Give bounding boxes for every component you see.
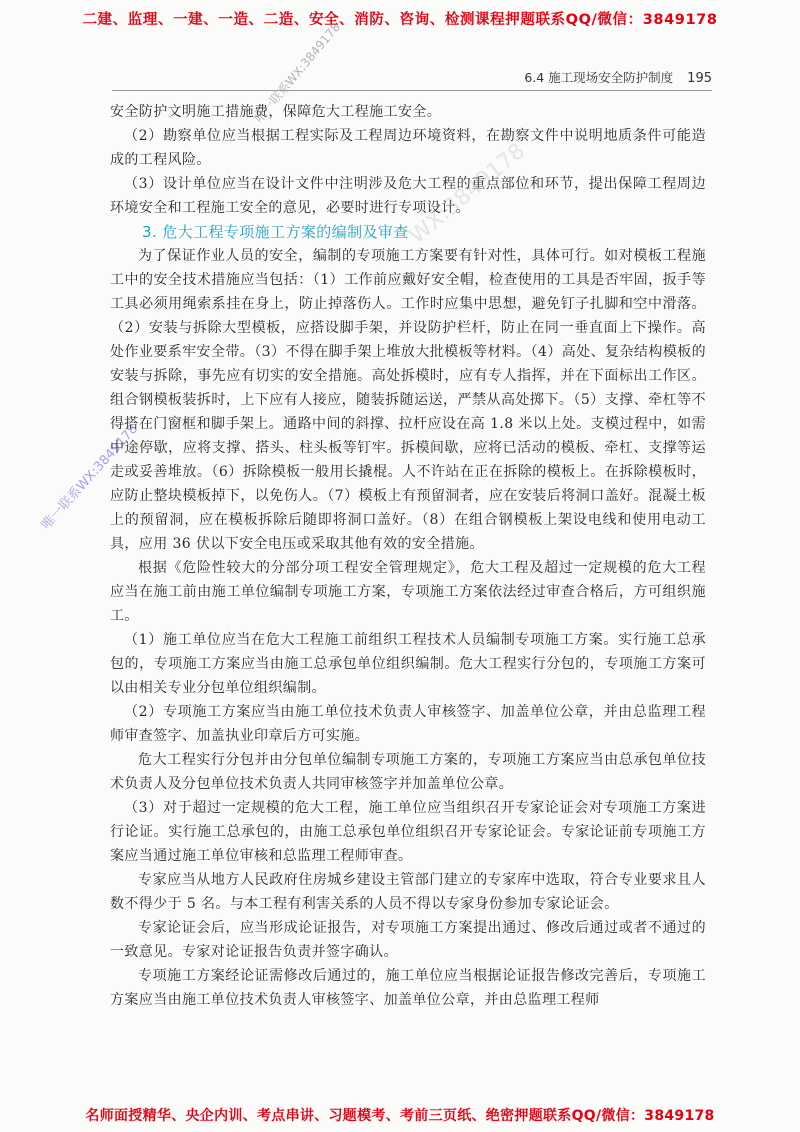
section-heading: 3. 危大工程专项施工方案的编制及审查: [142, 223, 409, 241]
paragraph-11: 专家论证会后，应当形成论证报告，对专项施工方案提出通过、修改后通过或者不通过的一致意见。专家对论证报告负责并签字确认。: [110, 920, 706, 960]
paragraph-9: （3）对于超过一定规模的危大工程，施工单位应当组织召开专家论证会对专项施工方案进行论证。实行施工总承包的，由施工总承包单位组织召开专家论证会。专家论证前专项施工方案应当通过施工单位审核和总监理工程师审查。: [110, 800, 706, 864]
paragraph-7: （2）专项施工方案应当由施工单位技术负责人审核签字、加盖单位公章，并由总监理工程师审查签字、加盖执业印章后方可实施。: [110, 704, 706, 744]
paragraph-2: （2）勘察单位应当根据工程实际及工程周边环境资料，在勘察文件中说明地质条件可能造成的工程风险。: [110, 128, 706, 168]
watermark-text-1: 唯一联系WX:3849178: [251, 20, 343, 126]
watermark-text-3: WX:3849178: [405, 138, 531, 250]
section-title: 6.4 施工现场安全防护制度: [524, 70, 674, 85]
running-header: [0, 68, 712, 86]
paragraph-1: 安全防护文明施工措施费，保障危大工程施工安全。: [110, 104, 442, 120]
paragraph-3: （3）设计单位应当在设计文件中注明涉及危大工程的重点部位和环节，提出保障工程周边环境安全和工程施工安全的意见，必要时进行专项设计。: [110, 176, 706, 216]
header-rule: [112, 90, 712, 91]
paragraph-6: （1）施工单位应当在危大工程施工前组织工程技术人员编制专项施工方案。实行施工总承包的，专项施工方案应当由施工总承包单位组织编制。危大工程实行分包的，专项施工方案可以由相关专业分包单位组织编制。: [110, 632, 706, 696]
bottom-ad-banner: 名师面授精华、央企内训、考点串讲、习题模考、考前三页纸、绝密押题联系QQ/微信：3849178: [85, 1108, 715, 1124]
page-body: [110, 100, 706, 1012]
page-number: 195: [687, 71, 712, 86]
paragraph-10: 专家应当从地方人民政府住房城乡建设主管部门建立的专家库中选取，符合专业要求且人数不得少于 5 名。与本工程有利害关系的人员不得以专家身份参加专家论证会。: [110, 872, 706, 912]
paragraph-5: 根据《危险性较大的分部分项工程安全管理规定》，危大工程及超过一定规模的危大工程应当在施工前由施工单位编制专项施工方案，专项施工方案依法经过审查合格后，方可组织施工。: [110, 560, 706, 624]
paragraph-12: 专项施工方案经论证需修改后通过的，施工单位应当根据论证报告修改完善后，专项施工方案应当由施工单位技术负责人审核签字、加盖单位公章，并由总监理工程师: [110, 968, 706, 1008]
watermark-text-2: 唯一联系WX:3849178: [38, 421, 142, 533]
paragraph-8: 危大工程实行分包并由分包单位编制专项施工方案的，专项施工方案应当由总承包单位技术负责人及分包单位技术负责人共同审核签字并加盖单位公章。: [110, 752, 706, 792]
paragraph-4: 为了保证作业人员的安全，编制的专项施工方案要有针对性，具体可行。如对模板工程施工中的安全技术措施应当包括：（1）工作前应戴好安全帽，检查使用的工具是否牢固，扳手等工具必须用绳索系挂在身上，防止掉落伤人。工作时应集中思想，避免钉子扎脚和空中滑落。（2）安装与拆除大型模板，应搭设脚手架，并设防护栏杆，防止在同一垂直面上下操作。高处作业要系牢安全带。（3）不得在脚手架上堆放大批模板等材料。（4）高处、复杂结构模板的安装与拆除，事先应有切实的安全措施。高处拆模时，应有专人指挥，并在下面标出工作区。组合钢模板装拆时，上下应有人接应，随装拆随运送，严禁从高处掷下。（5）支撑、牵杠等不得搭在门窗框和脚手架上。通路中间的斜撑、拉杆应设在高 1.8 米以上处。支模过程中，如需中途停歇，应将支撑、搭头、柱头板等钉牢。拆模间歇，应将已活动的模板、牵杠、支撑等运走或妥善堆放。（6）拆除模板一般用长撬棍。人不许站在正在拆除的模板上。在拆除模板时，应防止整块模板掉下，以免伤人。（7）模板上有预留洞者，应在安装后将洞口盖好。混凝土板上的预留洞，应在模板拆除后随即将洞口盖好。（8）在组合钢模板上架设电线和使用电动工具，应用 36 伏以下安全电压或采取其他有效的安全措施。: [110, 248, 706, 552]
top-ad-banner: 二建、监理、一建、一造、二造、安全、消防、咨询、检测课程押题联系QQ/微信：3849178: [82, 12, 718, 28]
